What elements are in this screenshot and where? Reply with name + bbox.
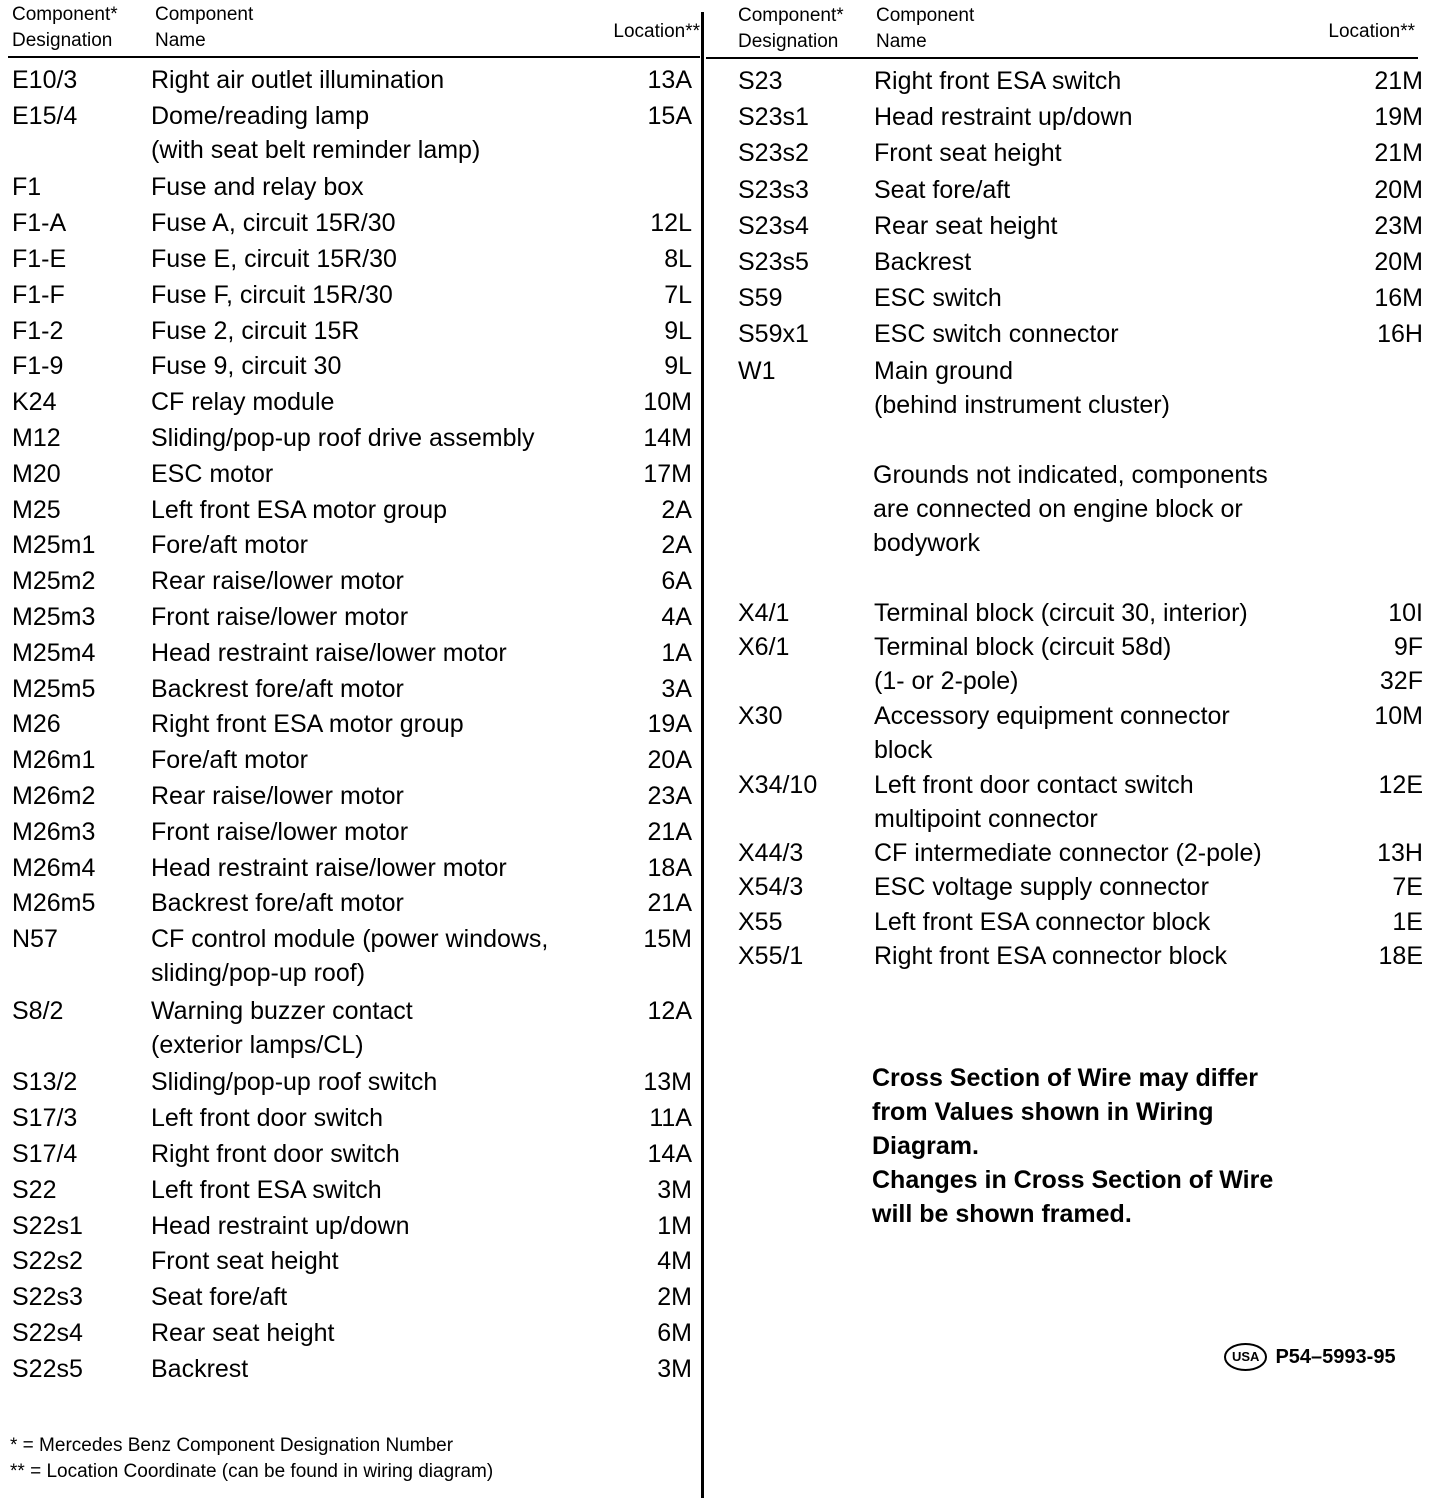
component-location: 20A (647, 746, 692, 775)
wire-cross-section-note (872, 1061, 1273, 1231)
component-designation: M26 (12, 710, 61, 739)
component-designation: K24 (12, 388, 57, 417)
wire-note-line: Diagram. (872, 1132, 979, 1160)
component-location-line: 20M (1374, 175, 1423, 204)
component-location (1323, 836, 1423, 870)
header-name-line1: Component (155, 4, 254, 25)
component-location: 9L (664, 316, 692, 345)
component-location: 13A (647, 66, 692, 94)
component-location: 12L (650, 209, 692, 238)
header-designation-line1: Component* (738, 5, 844, 26)
component-name-line: Rear raise/lower motor (151, 782, 404, 810)
component-name (151, 636, 507, 670)
component-designation: M12 (12, 424, 61, 452)
component-designation: F1-F (12, 280, 65, 309)
header-name-line2: Name (876, 31, 927, 52)
component-location (1323, 699, 1423, 733)
component-name (874, 354, 1170, 422)
component-name-line: Terminal block (circuit 30, interior) (874, 599, 1248, 627)
wire-note-line: from Values shown in Wiring (872, 1098, 1214, 1126)
component-name (151, 1316, 334, 1350)
component-location: 2A (661, 531, 692, 560)
component-designation: X55/1 (738, 942, 804, 970)
component-name-line: Sliding/pop-up roof switch (151, 1068, 438, 1097)
footnote-designation: * = Mercedes Benz Component Designation Number (10, 1435, 454, 1456)
component-designation: N57 (12, 925, 58, 954)
component-location: 3M (657, 1354, 692, 1383)
component-designation: M25m3 (12, 603, 96, 631)
header-name-right (876, 3, 1176, 55)
component-designation: M25m2 (12, 567, 96, 596)
component-name (151, 421, 535, 455)
component-name-line: (exterior lamps/CL) (151, 1030, 364, 1059)
component-name-line: Fore/aft motor (151, 746, 308, 775)
component-name (151, 1280, 287, 1314)
component-name (151, 1244, 339, 1278)
component-name-line: Left front door switch (151, 1104, 384, 1133)
component-designation: S59x1 (738, 320, 809, 349)
component-designation: F1-2 (12, 316, 64, 345)
component-location: 4A (661, 603, 692, 631)
component-location: 9L (664, 352, 692, 381)
component-name-line: Fuse and relay box (151, 173, 364, 202)
component-designation: F1 (12, 173, 42, 202)
component-designation: X55 (738, 907, 783, 936)
component-designation: E15/4 (12, 101, 78, 130)
grounds-note-line: bodywork (873, 529, 980, 557)
component-designation: M26m5 (12, 889, 96, 918)
header-rule-left (8, 56, 700, 58)
component-name-line: sliding/pop-up roof) (151, 959, 366, 988)
component-location: 1M (657, 1211, 692, 1240)
component-name-line: Right front ESA motor group (151, 710, 464, 739)
component-name (151, 206, 396, 240)
component-name-line: Head restraint up/down (151, 1211, 410, 1240)
component-name (874, 768, 1194, 836)
component-designation: X30 (738, 701, 783, 730)
component-location-line: 32F (1379, 667, 1423, 696)
header-designation-line2: Designation (738, 31, 839, 52)
component-name-line: Main ground (874, 356, 1013, 385)
component-location (1323, 173, 1423, 207)
component-location: 19A (647, 710, 692, 739)
document-code (1224, 1343, 1396, 1371)
component-name-line: ESC switch (874, 284, 1002, 313)
footnotes (10, 1433, 493, 1485)
component-designation: W1 (738, 356, 776, 385)
component-name-line: Rear seat height (874, 211, 1058, 240)
component-name-line: Fuse 9, circuit 30 (151, 352, 342, 381)
component-designation: F1-E (12, 245, 67, 273)
component-designation: S23s3 (738, 175, 809, 204)
component-name (151, 1137, 400, 1171)
component-designation: S17/3 (12, 1104, 78, 1133)
component-name-line: Right front door switch (151, 1140, 400, 1168)
component-location: 4M (657, 1247, 692, 1276)
component-name-line: Head restraint up/down (874, 103, 1133, 132)
component-designation: M26m1 (12, 746, 96, 775)
header-designation-right (738, 3, 878, 55)
component-designation: S23 (738, 67, 783, 95)
header-rule-right (706, 57, 1418, 59)
component-name-line: Sliding/pop-up roof drive assembly (151, 424, 535, 452)
component-designation: M26m3 (12, 817, 96, 846)
column-divider (701, 12, 704, 1498)
header-designation-left (12, 2, 152, 54)
component-name-line: ESC switch connector (874, 320, 1119, 349)
component-designation: S22s4 (12, 1319, 83, 1347)
component-location-line: 21M (1374, 67, 1423, 95)
component-name-line: Front raise/lower motor (151, 603, 409, 631)
component-location (1323, 905, 1423, 939)
document-number: P54–5993-95 (1275, 1346, 1396, 1368)
component-name (874, 136, 1062, 170)
component-location: 18A (647, 853, 692, 882)
component-location-line: 23M (1374, 211, 1423, 240)
component-designation: S17/4 (12, 1140, 78, 1168)
component-name (151, 886, 404, 920)
component-name (151, 1173, 382, 1207)
component-name (151, 314, 359, 348)
component-name-line: Fuse E, circuit 15R/30 (151, 245, 397, 273)
component-location: 23A (647, 782, 692, 810)
component-location: 2M (657, 1283, 692, 1312)
component-name-line: CF control module (power windows, (151, 925, 549, 954)
component-location (1323, 870, 1423, 904)
component-designation: E10/3 (12, 66, 78, 94)
component-location (1323, 939, 1423, 973)
component-name (151, 349, 341, 383)
component-name (151, 815, 408, 849)
grounds-note-line: are connected on engine block or (873, 495, 1243, 523)
grounds-note-line: Grounds not indicated, components (873, 461, 1268, 489)
component-name-line: Terminal block (circuit 58d) (874, 633, 1172, 662)
header-designation-line2: Designation (12, 30, 113, 51)
component-name-line: Fuse A, circuit 15R/30 (151, 209, 396, 238)
component-name (874, 209, 1057, 243)
component-location (1323, 64, 1423, 98)
header-designation-line1: Component* (12, 4, 118, 25)
component-location (1323, 136, 1423, 170)
component-name-line: Backrest (151, 1354, 249, 1383)
component-designation: M26m4 (12, 853, 96, 882)
component-name (151, 493, 447, 527)
component-name (151, 242, 397, 276)
component-designation: X54/3 (738, 873, 804, 902)
component-name-line: Left front door contact switch (874, 770, 1194, 799)
component-location: 12A (647, 996, 692, 1025)
component-name-line: Backrest (874, 248, 972, 276)
component-location (1323, 317, 1423, 351)
component-name (874, 630, 1171, 698)
component-designation: S23s1 (738, 103, 809, 132)
component-name (151, 457, 273, 491)
header-location-right: Location** (1328, 21, 1415, 42)
component-location (1323, 245, 1423, 279)
component-name-line: (1- or 2-pole) (874, 667, 1019, 696)
component-designation: S22s2 (12, 1247, 83, 1276)
component-name-line: Warning buzzer contact (151, 996, 413, 1025)
component-name-line: ESC voltage supply connector (874, 873, 1209, 902)
component-location (1323, 596, 1423, 630)
component-designation: M20 (12, 459, 61, 488)
component-location-line: 20M (1374, 248, 1423, 276)
component-name (151, 994, 413, 1062)
footnote-location: ** = Location Coordinate (can be found in wiring diagram) (10, 1461, 494, 1482)
component-location: 15A (647, 101, 692, 130)
component-location-line: 21M (1374, 139, 1423, 168)
component-name-line: Front raise/lower motor (151, 817, 409, 846)
component-name (151, 63, 444, 97)
component-designation: X4/1 (738, 599, 790, 627)
component-name-line: Left front ESA motor group (151, 495, 447, 524)
component-location-line: 16M (1374, 284, 1423, 313)
header-name-line2: Name (155, 30, 206, 51)
header-name-left (155, 2, 455, 54)
component-location (1323, 768, 1423, 802)
component-name (874, 317, 1119, 351)
component-location: 1A (661, 638, 692, 667)
component-name-line: (behind instrument cluster) (874, 390, 1170, 419)
component-name (874, 64, 1121, 98)
component-name-line: CF intermediate connector (2-pole) (874, 839, 1262, 868)
component-name-line: multipoint connector (874, 804, 1098, 833)
component-designation: S59 (738, 284, 783, 313)
component-location-line: 9F (1393, 633, 1423, 662)
component-name-line: (with seat belt reminder lamp) (151, 135, 481, 164)
component-name-line: Front seat height (151, 1247, 339, 1276)
component-location (1323, 100, 1423, 134)
component-name-line: Left front ESA connector block (874, 907, 1211, 936)
component-name-line: Dome/reading lamp (151, 101, 370, 130)
component-name (151, 564, 404, 598)
header-location-left: Location** (613, 21, 700, 42)
wire-note-line: will be shown framed. (872, 1200, 1132, 1228)
component-name-line: CF relay module (151, 388, 335, 417)
component-location-line: 10M (1374, 701, 1423, 730)
component-name (874, 836, 1262, 870)
component-location (1323, 281, 1423, 315)
component-location: 6A (661, 567, 692, 596)
component-name-line: Right front ESA connector block (874, 942, 1227, 970)
component-location: 2A (661, 495, 692, 524)
component-name-line: Seat fore/aft (874, 175, 1011, 204)
component-name (151, 743, 308, 777)
component-name (151, 1352, 248, 1386)
component-location: 13M (643, 1068, 692, 1097)
component-name-line: Backrest fore/aft motor (151, 889, 404, 918)
component-designation: S23s5 (738, 248, 809, 276)
component-location: 14A (647, 1140, 692, 1168)
component-location-line: 1E (1392, 907, 1423, 936)
component-name (151, 1209, 409, 1243)
component-designation: S8/2 (12, 996, 64, 1025)
component-name (151, 278, 393, 312)
component-location (1323, 209, 1423, 243)
component-name (151, 1101, 383, 1135)
component-name (874, 699, 1230, 767)
component-name-line: Fuse 2, circuit 15R (151, 316, 360, 345)
component-name (151, 851, 507, 885)
component-name-line: Left front ESA switch (151, 1175, 382, 1204)
component-location: 17M (643, 459, 692, 488)
component-name (151, 1065, 437, 1099)
component-designation: M26m2 (12, 782, 96, 810)
component-designation: S22s3 (12, 1283, 83, 1312)
component-location-line: 10I (1388, 599, 1423, 627)
component-location: 15M (643, 925, 692, 954)
component-location-line: 13H (1377, 839, 1423, 868)
component-name-line: Rear seat height (151, 1319, 335, 1347)
component-designation: M25 (12, 495, 61, 524)
component-name-line: Seat fore/aft (151, 1283, 288, 1312)
component-name-line: ESC motor (151, 459, 274, 488)
component-name-line: Head restraint raise/lower motor (151, 853, 507, 882)
component-designation: S22s5 (12, 1354, 83, 1383)
component-name (874, 100, 1132, 134)
component-designation: F1-9 (12, 352, 64, 381)
component-name (874, 870, 1209, 904)
component-location: 14M (643, 424, 692, 452)
component-name-line: Front seat height (874, 139, 1062, 168)
component-location: 7L (664, 280, 692, 309)
component-location: 3A (661, 674, 692, 703)
component-name (151, 672, 404, 706)
component-name (151, 170, 364, 204)
component-location-line: 18E (1378, 942, 1423, 970)
component-designation: M25m4 (12, 638, 96, 667)
component-designation: M25m1 (12, 531, 96, 560)
component-name (874, 596, 1248, 630)
grounds-note (873, 458, 1268, 560)
component-name (874, 939, 1227, 973)
component-name (874, 173, 1010, 207)
wire-note-line: Changes in Cross Section of Wire (872, 1166, 1274, 1194)
component-name (151, 385, 334, 419)
component-name-line: Accessory equipment connector (874, 701, 1230, 730)
component-location: 21A (647, 889, 692, 918)
component-name-line: block (874, 735, 933, 764)
component-location: 10M (643, 388, 692, 417)
component-name (151, 707, 464, 741)
component-designation: S23s4 (738, 211, 809, 240)
component-designation: S22 (12, 1175, 57, 1204)
usa-badge: USA (1224, 1343, 1267, 1371)
component-designation: S23s2 (738, 139, 809, 168)
component-location: 8L (664, 245, 692, 273)
component-location-line: 19M (1374, 103, 1423, 132)
component-name (874, 905, 1210, 939)
component-designation: X44/3 (738, 839, 804, 868)
component-location-line: 12E (1378, 770, 1423, 799)
component-name-line: Fuse F, circuit 15R/30 (151, 280, 393, 309)
component-designation: X34/10 (738, 770, 818, 799)
component-name-line: Rear raise/lower motor (151, 567, 404, 596)
component-designation: X6/1 (738, 633, 790, 662)
component-location: 11A (649, 1104, 692, 1133)
component-name-line: Head restraint raise/lower motor (151, 638, 507, 667)
component-name (151, 99, 480, 167)
component-location (1323, 630, 1423, 698)
component-name (874, 281, 1002, 315)
component-name-line: Right front ESA switch (874, 67, 1122, 95)
component-location-line: 16H (1377, 320, 1423, 349)
wire-note-line: Cross Section of Wire may differ (872, 1064, 1258, 1092)
component-designation: S22s1 (12, 1211, 83, 1240)
header-name-line1: Component (876, 5, 975, 26)
component-designation: F1-A (12, 209, 67, 238)
component-name (151, 528, 308, 562)
component-name-line: Fore/aft motor (151, 531, 308, 560)
component-location: 6M (657, 1319, 692, 1347)
component-location: 21A (647, 817, 692, 846)
component-designation: S13/2 (12, 1068, 78, 1097)
component-name (151, 922, 548, 990)
component-name (874, 245, 971, 279)
component-name (151, 600, 408, 634)
component-location: 3M (657, 1175, 692, 1204)
component-name-line: Backrest fore/aft motor (151, 674, 404, 703)
component-name-line: Right air outlet illumination (151, 66, 445, 94)
component-location-line: 7E (1392, 873, 1423, 902)
component-designation: M25m5 (12, 674, 96, 703)
component-name (151, 779, 404, 813)
